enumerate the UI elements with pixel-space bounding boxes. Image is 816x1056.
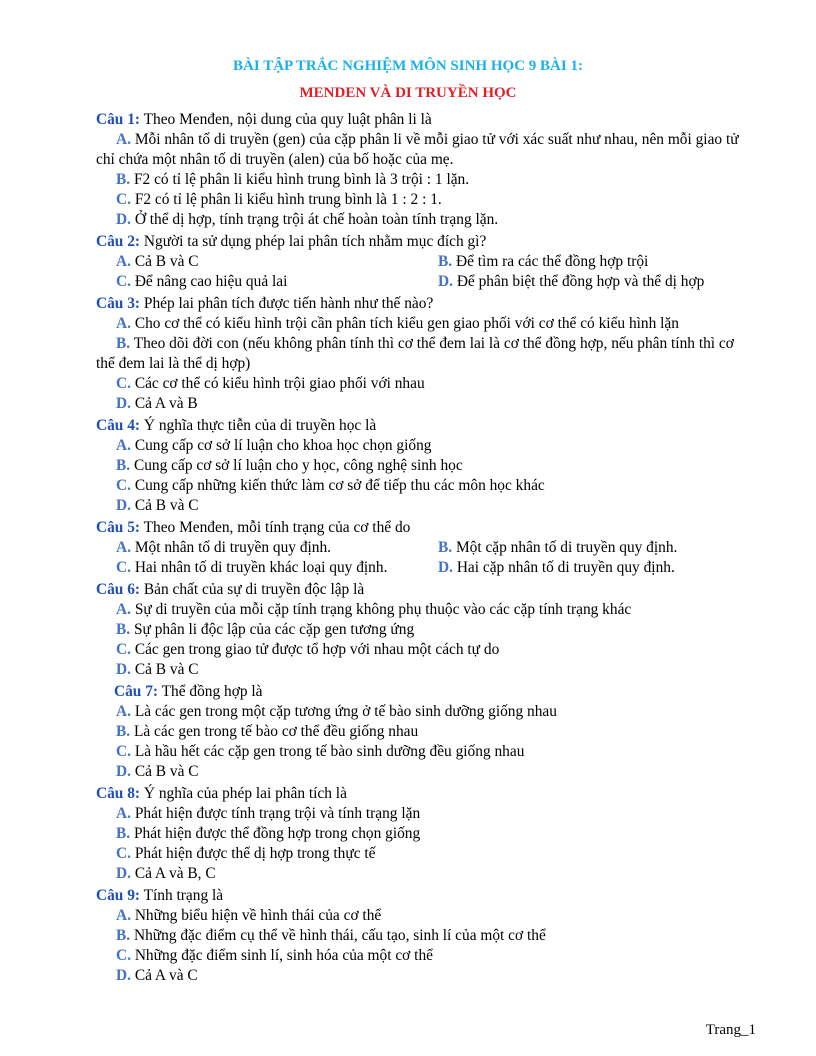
option-a <box>96 600 756 620</box>
question-list <box>96 108 756 986</box>
option-letter: A. <box>116 805 131 822</box>
question-2 <box>96 232 756 252</box>
option-d <box>96 966 756 986</box>
option-letter: C. <box>116 477 131 494</box>
question-text: Người ta sử dụng phép lai phân tích nhằm mục đích gì? <box>140 233 487 250</box>
option-text: F2 có tỉ lệ phân li kiểu hình trung bình là 1 : 2 : 1. <box>130 191 442 208</box>
question-6 <box>96 580 756 600</box>
option-text: Phát hiện được thể đồng hợp trong chọn giống <box>130 825 421 842</box>
option-c <box>116 558 438 578</box>
option-a <box>96 906 756 926</box>
question-7 <box>96 682 756 702</box>
option-letter: A. <box>116 131 131 148</box>
option-d <box>438 272 704 292</box>
option-b <box>96 334 756 374</box>
option-letter: D. <box>116 211 131 228</box>
option-letter: C. <box>116 273 131 290</box>
option-letter: B. <box>116 825 131 842</box>
question-1 <box>96 110 756 130</box>
option-d <box>438 558 675 578</box>
option-text: Các cơ thể có kiểu hình trội giao phối với nhau <box>130 375 425 392</box>
option-letter: C. <box>116 191 131 208</box>
option-letter: D. <box>116 967 131 984</box>
option-text: Sự phân li độc lập của các cặp gen tương ứng <box>130 621 415 638</box>
option-c <box>116 272 438 292</box>
option-letter: B. <box>438 253 453 270</box>
option-letter: D. <box>116 865 131 882</box>
option-text: Theo dõi đời con (nếu không phân tính thì cơ thể đem lai là cơ thể đồng hợp, nếu phân tính thì cơ thể đem lai là thể dị hợp) <box>96 335 734 372</box>
option-a <box>96 130 756 170</box>
option-letter: C. <box>116 559 131 576</box>
option-b <box>96 926 756 946</box>
option-text: Cả B và C <box>130 763 199 780</box>
option-text: Để phân biệt thể đồng hợp và thể dị hợp <box>452 273 705 290</box>
option-d <box>96 496 756 516</box>
question-3 <box>96 294 756 314</box>
option-letter: C. <box>116 845 131 862</box>
option-a <box>116 538 438 558</box>
question-text: Tính trạng là <box>140 887 224 904</box>
option-b <box>96 824 756 844</box>
question-label: Câu 7: <box>114 683 159 700</box>
option-text: Những biểu hiện về hình thái của cơ thể <box>130 907 382 924</box>
option-letter: D. <box>438 559 453 576</box>
option-letter: C. <box>116 947 131 964</box>
option-letter: B. <box>116 457 131 474</box>
option-a <box>96 804 756 824</box>
option-text: Cung cấp cơ sở lí luận cho y học, công nghệ sinh học <box>130 457 463 474</box>
option-text: Là các gen trong một cặp tương ứng ở tế bào sinh dưỡng giống nhau <box>130 703 557 720</box>
option-letter: D. <box>116 763 131 780</box>
option-letter: A. <box>116 703 131 720</box>
option-letter: A. <box>116 907 131 924</box>
option-text: Cung cấp cơ sở lí luận cho khoa học chọn giống <box>130 437 432 454</box>
option-text: Cho cơ thể có kiểu hình trội cần phân tích kiểu gen giao phối với cơ thể có kiểu hình lặn <box>130 315 679 332</box>
option-text: Cả A và B, C <box>130 865 216 882</box>
option-letter: D. <box>116 661 131 678</box>
option-row <box>96 538 756 558</box>
question-text: Phép lai phân tích được tiến hành như thế nào? <box>140 295 434 312</box>
option-b <box>96 620 756 640</box>
option-b <box>96 722 756 742</box>
option-text: Cả B và C <box>130 497 199 514</box>
question-text: Bản chất của sự di truyền độc lập là <box>140 581 365 598</box>
option-letter: B. <box>116 927 131 944</box>
question-label: Câu 2: <box>96 233 141 250</box>
option-d <box>96 394 756 414</box>
question-label: Câu 1: <box>96 111 141 128</box>
option-text: Phát hiện được tính trạng trội và tính trạng lặn <box>130 805 421 822</box>
option-a <box>116 252 438 272</box>
option-a <box>96 436 756 456</box>
question-text: Theo Menđen, nội dung của quy luật phân li là <box>140 111 432 128</box>
option-text: Sự di truyền của mỗi cặp tính trạng không phụ thuộc vào các cặp tính trạng khác <box>130 601 632 618</box>
option-c <box>96 640 756 660</box>
option-letter: C. <box>116 641 131 658</box>
option-letter: A. <box>116 315 131 332</box>
option-c <box>96 946 756 966</box>
option-c <box>96 476 756 496</box>
option-c <box>96 742 756 762</box>
option-c <box>96 374 756 394</box>
option-text: Những đặc điểm sinh lí, sinh hóa của một cơ thể <box>130 947 433 964</box>
document-subtitle: MENDEN VÀ DI TRUYỀN HỌC <box>299 85 517 101</box>
option-text: Cả A và B <box>130 395 198 412</box>
question-9 <box>96 886 756 906</box>
option-text: Để nâng cao hiệu quả lai <box>130 273 288 290</box>
question-text: Ý nghĩa của phép lai phân tích là <box>140 785 347 802</box>
option-letter: A. <box>116 437 131 454</box>
option-d <box>96 660 756 680</box>
option-letter: B. <box>116 171 131 188</box>
question-label: Câu 4: <box>96 417 141 434</box>
option-text: Hai nhân tố di truyền khác loại quy định. <box>130 559 388 576</box>
option-letter: B. <box>116 335 131 352</box>
option-text: Là hầu hết các cặp gen trong tế bào sinh dưỡng đều giống nhau <box>130 743 525 760</box>
option-text: Cả A và C <box>130 967 198 984</box>
option-letter: D. <box>116 497 131 514</box>
option-text: Những đặc điểm cụ thể về hình thái, cấu tạo, sinh lí của một cơ thể <box>130 927 546 944</box>
option-text: Mỗi nhân tố di truyền (gen) của cặp phân li về mỗi giao tử với xác suất như nhau, nên mỗi giao tử chỉ chứa một nhân tố di truyền (alen) của bố hoặc của mẹ. <box>96 131 739 168</box>
page-number: Trang_1 <box>705 1022 756 1038</box>
option-text: Cung cấp những kiến thức làm cơ sở để tiếp thu các môn học khác <box>130 477 545 494</box>
question-text: Thể đồng hợp là <box>158 683 263 700</box>
option-text: Các gen trong giao tử được tổ hợp với nhau một cách tự do <box>130 641 500 658</box>
option-letter: A. <box>116 253 131 270</box>
option-d <box>96 864 756 884</box>
option-row <box>96 272 756 292</box>
option-letter: A. <box>116 539 131 556</box>
option-d <box>96 762 756 782</box>
question-4 <box>96 416 756 436</box>
option-text: F2 có tỉ lệ phân li kiểu hình trung bình là 3 trội : 1 lặn. <box>130 171 470 188</box>
option-row <box>96 252 756 272</box>
option-text: Là các gen trong tế bào cơ thể đều giống nhau <box>130 723 419 740</box>
option-letter: B. <box>116 723 131 740</box>
question-label: Câu 9: <box>96 887 141 904</box>
option-text: Ở thể dị hợp, tính trạng trội át chế hoàn toàn tính trạng lặn. <box>130 211 499 228</box>
option-letter: B. <box>116 621 131 638</box>
document-title: BÀI TẬP TRẮC NGHIỆM MÔN SINH HỌC 9 BÀI 1: <box>233 58 583 74</box>
question-label: Câu 3: <box>96 295 141 312</box>
question-label: Câu 5: <box>96 519 141 536</box>
option-letter: C. <box>116 743 131 760</box>
option-letter: B. <box>438 539 453 556</box>
question-8 <box>96 784 756 804</box>
option-a <box>96 702 756 722</box>
option-text: Để tìm ra các thể đồng hợp trội <box>452 253 649 270</box>
option-c <box>96 190 756 210</box>
option-text: Cả B và C <box>130 661 199 678</box>
option-text: Phát hiện được thể dị hợp trong thực tế <box>130 845 376 862</box>
option-text: Cả B và C <box>130 253 199 270</box>
option-a <box>96 314 756 334</box>
option-b <box>96 456 756 476</box>
question-text: Ý nghĩa thực tiễn của di truyền học là <box>140 417 377 434</box>
option-b <box>438 538 677 558</box>
option-c <box>96 844 756 864</box>
option-d <box>96 210 756 230</box>
question-label: Câu 8: <box>96 785 141 802</box>
question-text: Theo Menđen, mỗi tính trạng của cơ thể do <box>140 519 411 536</box>
question-label: Câu 6: <box>96 581 141 598</box>
option-letter: A. <box>116 601 131 618</box>
option-row <box>96 558 756 578</box>
option-letter: C. <box>116 375 131 392</box>
option-text: Một cặp nhân tố di truyền quy định. <box>452 539 678 556</box>
question-5 <box>96 518 756 538</box>
option-text: Một nhân tố di truyền quy định. <box>130 539 332 556</box>
option-letter: D. <box>438 273 453 290</box>
option-b <box>96 170 756 190</box>
option-text: Hai cặp nhân tố di truyền quy định. <box>452 559 675 576</box>
option-letter: D. <box>116 395 131 412</box>
option-b <box>438 252 648 272</box>
